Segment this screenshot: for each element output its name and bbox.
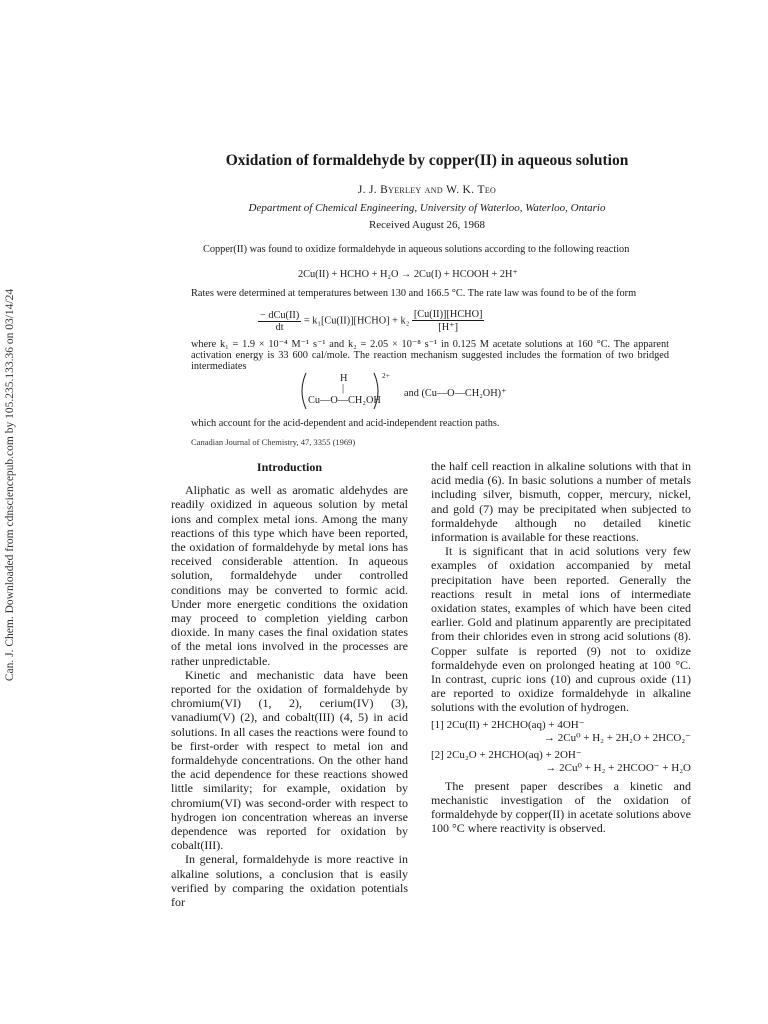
introduction-heading: Introduction (256, 460, 323, 474)
rate-lhs-denominator: dt (275, 321, 284, 333)
rate-rhs-numerator: [Cu(II)][HCHO] (413, 309, 483, 320)
equation-2-reactants: [2] 2Cu₂O + 2HCHO(aq) + 2OH⁻ (431, 748, 582, 761)
download-watermark-text: Can. J. Chem. Downloaded from cdnsciencepub.com by 105.235.133.36 on 03/14/24 (4, 288, 16, 682)
rate-lhs-fraction (258, 310, 301, 333)
structure-second-intermediate: and (Cu—O—CH₂OH)⁺ (404, 388, 507, 399)
right-column (431, 459, 691, 835)
rate-law-middle: = k₁[Cu(II)][HCHO] + k₂ (303, 315, 410, 327)
author1-surname: Byerley (380, 184, 422, 196)
left-paragraph-3: In general, formaldehyde is more reactive in alkaline solutions, a conclusion that is easily verified by comparing the oxidation potentials for (171, 852, 408, 910)
rate-law-equation (258, 309, 484, 333)
abstract-reaction-equation: 2Cu(II) + HCHO + H₂O → 2Cu(I) + HCOOH + 2H⁺ (298, 269, 518, 280)
abstract-paragraph-1: Copper(II) was found to oxidize formaldehyde in aqueous solutions according to the following reaction (203, 244, 630, 255)
author2-surname: Teo (477, 184, 497, 196)
structure-bond: | (342, 383, 345, 394)
rate-lhs-numerator: − dCu(II) (260, 309, 300, 321)
structure-hydrogen: H (340, 373, 348, 384)
left-column (171, 460, 408, 909)
equation-1-products: → 2Cu⁰ + H₂ + 2H₂O + 2HCO₂⁻ (544, 731, 691, 744)
rate-rhs-fraction (412, 309, 485, 333)
journal-citation: Canadian Journal of Chemistry, 47, 3355 (1969) (191, 437, 356, 447)
equation-2-products: → 2Cu⁰ + H₂ + 2HCOO⁻ + H₂O (545, 761, 691, 774)
affiliation: Department of Chemical Engineering, University of Waterloo, Waterloo, Ontario (248, 202, 606, 214)
author2-initials: W. K. (446, 184, 478, 196)
structure-chain: Cu—O—CH₂OH (308, 395, 381, 406)
structure-charge: 2+ (382, 371, 390, 380)
abstract-paragraph-3: where k₁ = 1.9 × 10⁻⁴ M⁻¹ s⁻¹ and k₂ = 2.05 × 10⁻⁸ s⁻¹ in 0.125 M acetate solutions at 160 °C. The apparent activation energy is 33 600 cal/mole. The reaction mechanism suggested includes the formation of two bridged intermediates (191, 339, 669, 372)
equation-1-reactants: [1] 2Cu(II) + 2HCHO(aq) + 4OH⁻ (431, 718, 585, 731)
author-line (0, 184, 768, 196)
bridged-intermediate-structures (300, 371, 520, 411)
right-paragraph-3: The present paper describes a kinetic and mechanistic investigation of the oxidation of formaldehyde by copper(II) in acetate solutions above 100 °C where reactivity is observed. (431, 778, 691, 836)
equation-2 (431, 749, 691, 775)
left-paragraph-1: Aliphatic as well as aromatic aldehydes are readily oxidized in aqueous solution by metal ions and complex metal ions. Among the many reactions of this type which have been reported, the oxidation of formaldehyde by metal ions has received considerable attention. In aqueous solution, formaldehyde under controlled conditions may be converted to formic acid. Under more energetic conditions the oxidation may proceed to completion yielding carbon dioxide. In many cases the final oxidation states of the metal ions involved in the processes are rather unpredictable. (171, 483, 408, 668)
download-watermark (3, 290, 17, 680)
equation-1 (431, 719, 691, 745)
right-paragraph-1: the half cell reaction in alkaline solutions with that in acid media (6). In basic solutions a number of metals including silver, bismuth, copper, mercury, nickel, and gold (7) may be precipitated when subjected to formaldehyde although no detailed kinetic information is available for these reactions. (431, 459, 691, 545)
right-paragraph-2: It is significant that in acid solutions very few examples of oxidation accompanied by metal precipitation have been reported. Generally the reactions result in metal ions of intermediate oxidation states, examples of which have been cited earlier. Gold and platinum apparently are precipitated from their chlorides even in strong acid solutions (8). Copper sulfate is reported (9) not to oxidize formaldehyde even on prolonged heating at 100 °C. In contrast, cupric ions (10) and cuprous oxide (11) are reported to oxidize formaldehyde in alkaline solutions with the evolution of hydrogen. (431, 544, 691, 715)
author-conjunction: and (421, 184, 447, 196)
left-paragraph-2: Kinetic and mechanistic data have been reported for the oxidation of formaldehyde by chromium(VI) (1, 2), cerium(IV) (3), vanadium(V) (2), and cobalt(III) (4, 5) in acid solutions. In all cases the reactions were found to be first-order with respect to metal ion and formaldehyde concentrations. On the other hand the acid dependence for these reactions showed little similarity; for example, oxidation by chromium(VI) was second-order with respect to hydrogen ion concentration whereas an inverse dependence was reported for oxidation by cobalt(III). (171, 667, 408, 853)
paper-title: Oxidation of formaldehyde by copper(II) in aqueous solution (225, 152, 629, 169)
abstract-paragraph-2: Rates were determined at temperatures between 130 and 166.5 °C. The rate law was found to be of the form (191, 288, 637, 299)
abstract-paragraph-4: which account for the acid-dependent and acid-independent reaction paths. (191, 418, 500, 429)
author1-initials: J. J. (357, 184, 381, 196)
rate-rhs-denominator: [H⁺] (438, 322, 459, 333)
received-date: Received August 26, 1968 (368, 219, 486, 231)
